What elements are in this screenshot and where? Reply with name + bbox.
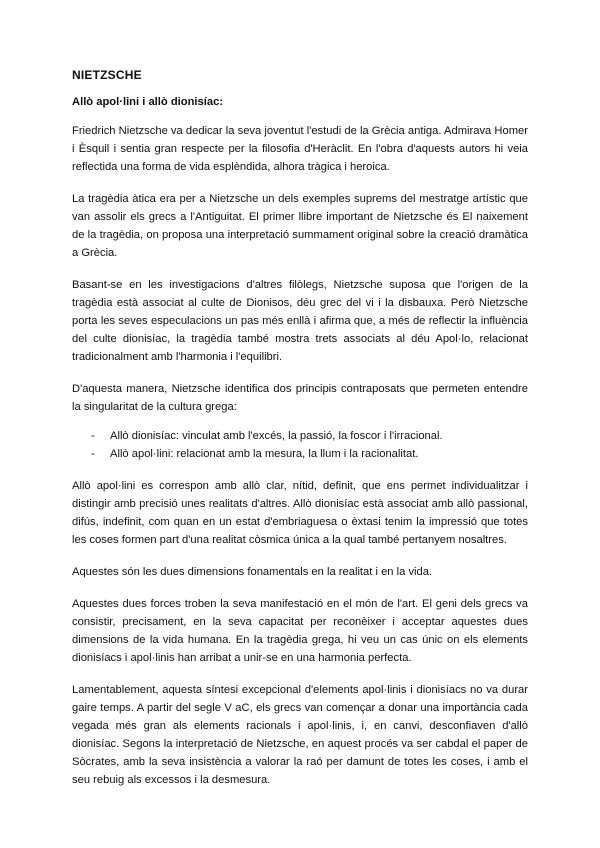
paragraph-2: La tragèdia àtica era per a Nietzsche un dels exemples suprems del mestratge artístic que van assolir els grecs a l'Antiguitat. El primer llibre important de Nietzsche és El naixement de la tragèdia, on proposa una interpretació summament original sobre la creació dramàtica a Grècia. bbox=[72, 193, 528, 259]
principles-list bbox=[72, 428, 528, 463]
paragraph-6: Aquestes són les dues dimensions fonamentals en la realitat i en la vida. bbox=[72, 566, 433, 578]
section-heading: Allò apol·lini i allò dionisíac: bbox=[72, 96, 224, 108]
list-item-apollini: - Allò apol·lini: relacionat amb la mesura, la llum i la racionalitat. bbox=[110, 446, 528, 464]
paragraph-4: D'aquesta manera, Nietzsche identifica dos principis contraposats que permeten entendre la singularitat de la cultura grega: bbox=[72, 383, 528, 413]
paragraph-8: Lamentablement, aquesta síntesi excepcional d'elements apol·linis i dionisíacs no va durar gaire temps. A partir del segle V aC, els grecs van començar a donar una importància cada vegada més gran als elements racionals i apol·linis, i, en canvi, desconfiaven d'allò dionisíac. Segons la interpretació de Nietzsche, en aquest procés va ser cabdal el paper de Sòcrates, amb la seva insistència a valorar la raó per damunt de totes les coses, i amb el seu rebuig als excessos i la desmesura. bbox=[72, 684, 528, 786]
document-title: NIETZSCHE bbox=[72, 68, 142, 82]
list-item-dionisiac: - Allò dionisíac: vinculat amb l'excés, la passió, la foscor i l'irracional. bbox=[110, 428, 528, 446]
paragraph-7: Aquestes dues forces troben la seva manifestació en el món de l'art. El geni dels grecs va consistir, precisament, en la seva capacitat per reconèixer i acceptar aquestes dues dimensions de la vida humana. En la tragèdia grega, hi veu un cas únic on els elements dionisíacs i apol·linis han arribat a unir-se en una harmonia perfecta. bbox=[72, 598, 528, 664]
paragraph-5: Allò apol·lini es correspon amb allò clar, nítid, definit, que ens permet individualitzar i distingir amb precisió unes realitats d'altres. Allò dionisíac està associat amb allò passional, difús, indefinit, com quan en un estat d'embriaguesa o èxtasi tenim la impressió que totes les coses formen part d'una realitat còsmica única a la qual també pertanyem nosaltres. bbox=[72, 480, 528, 546]
paragraph-3: Basant-se en les investigacions d'altres filòlegs, Nietzsche suposa que l'origen de la tragèdia està associat al culte de Dionisos, déu grec del vi i la disbauxa. Però Nietzsche porta les seves especulacions un pas més enllà i afirma que, a més de reflectir la influència del culte dionisíac, la tragèdia també mostra trets associats al déu Apol·lo, relacionat tradicionalment amb l'harmonia i l'equilibri. bbox=[72, 279, 528, 363]
paragraph-1: Friedrich Nietzsche va dedicar la seva joventut l'estudi de la Grècia antiga. Admirava Homer i Èsquil i sentia gran respecte per la filosofia d'Heràclit. En l'obra d'aquests autors hi veia reflectida una forma de vida esplèndida, alhora tràgica i heroica. bbox=[72, 125, 528, 173]
